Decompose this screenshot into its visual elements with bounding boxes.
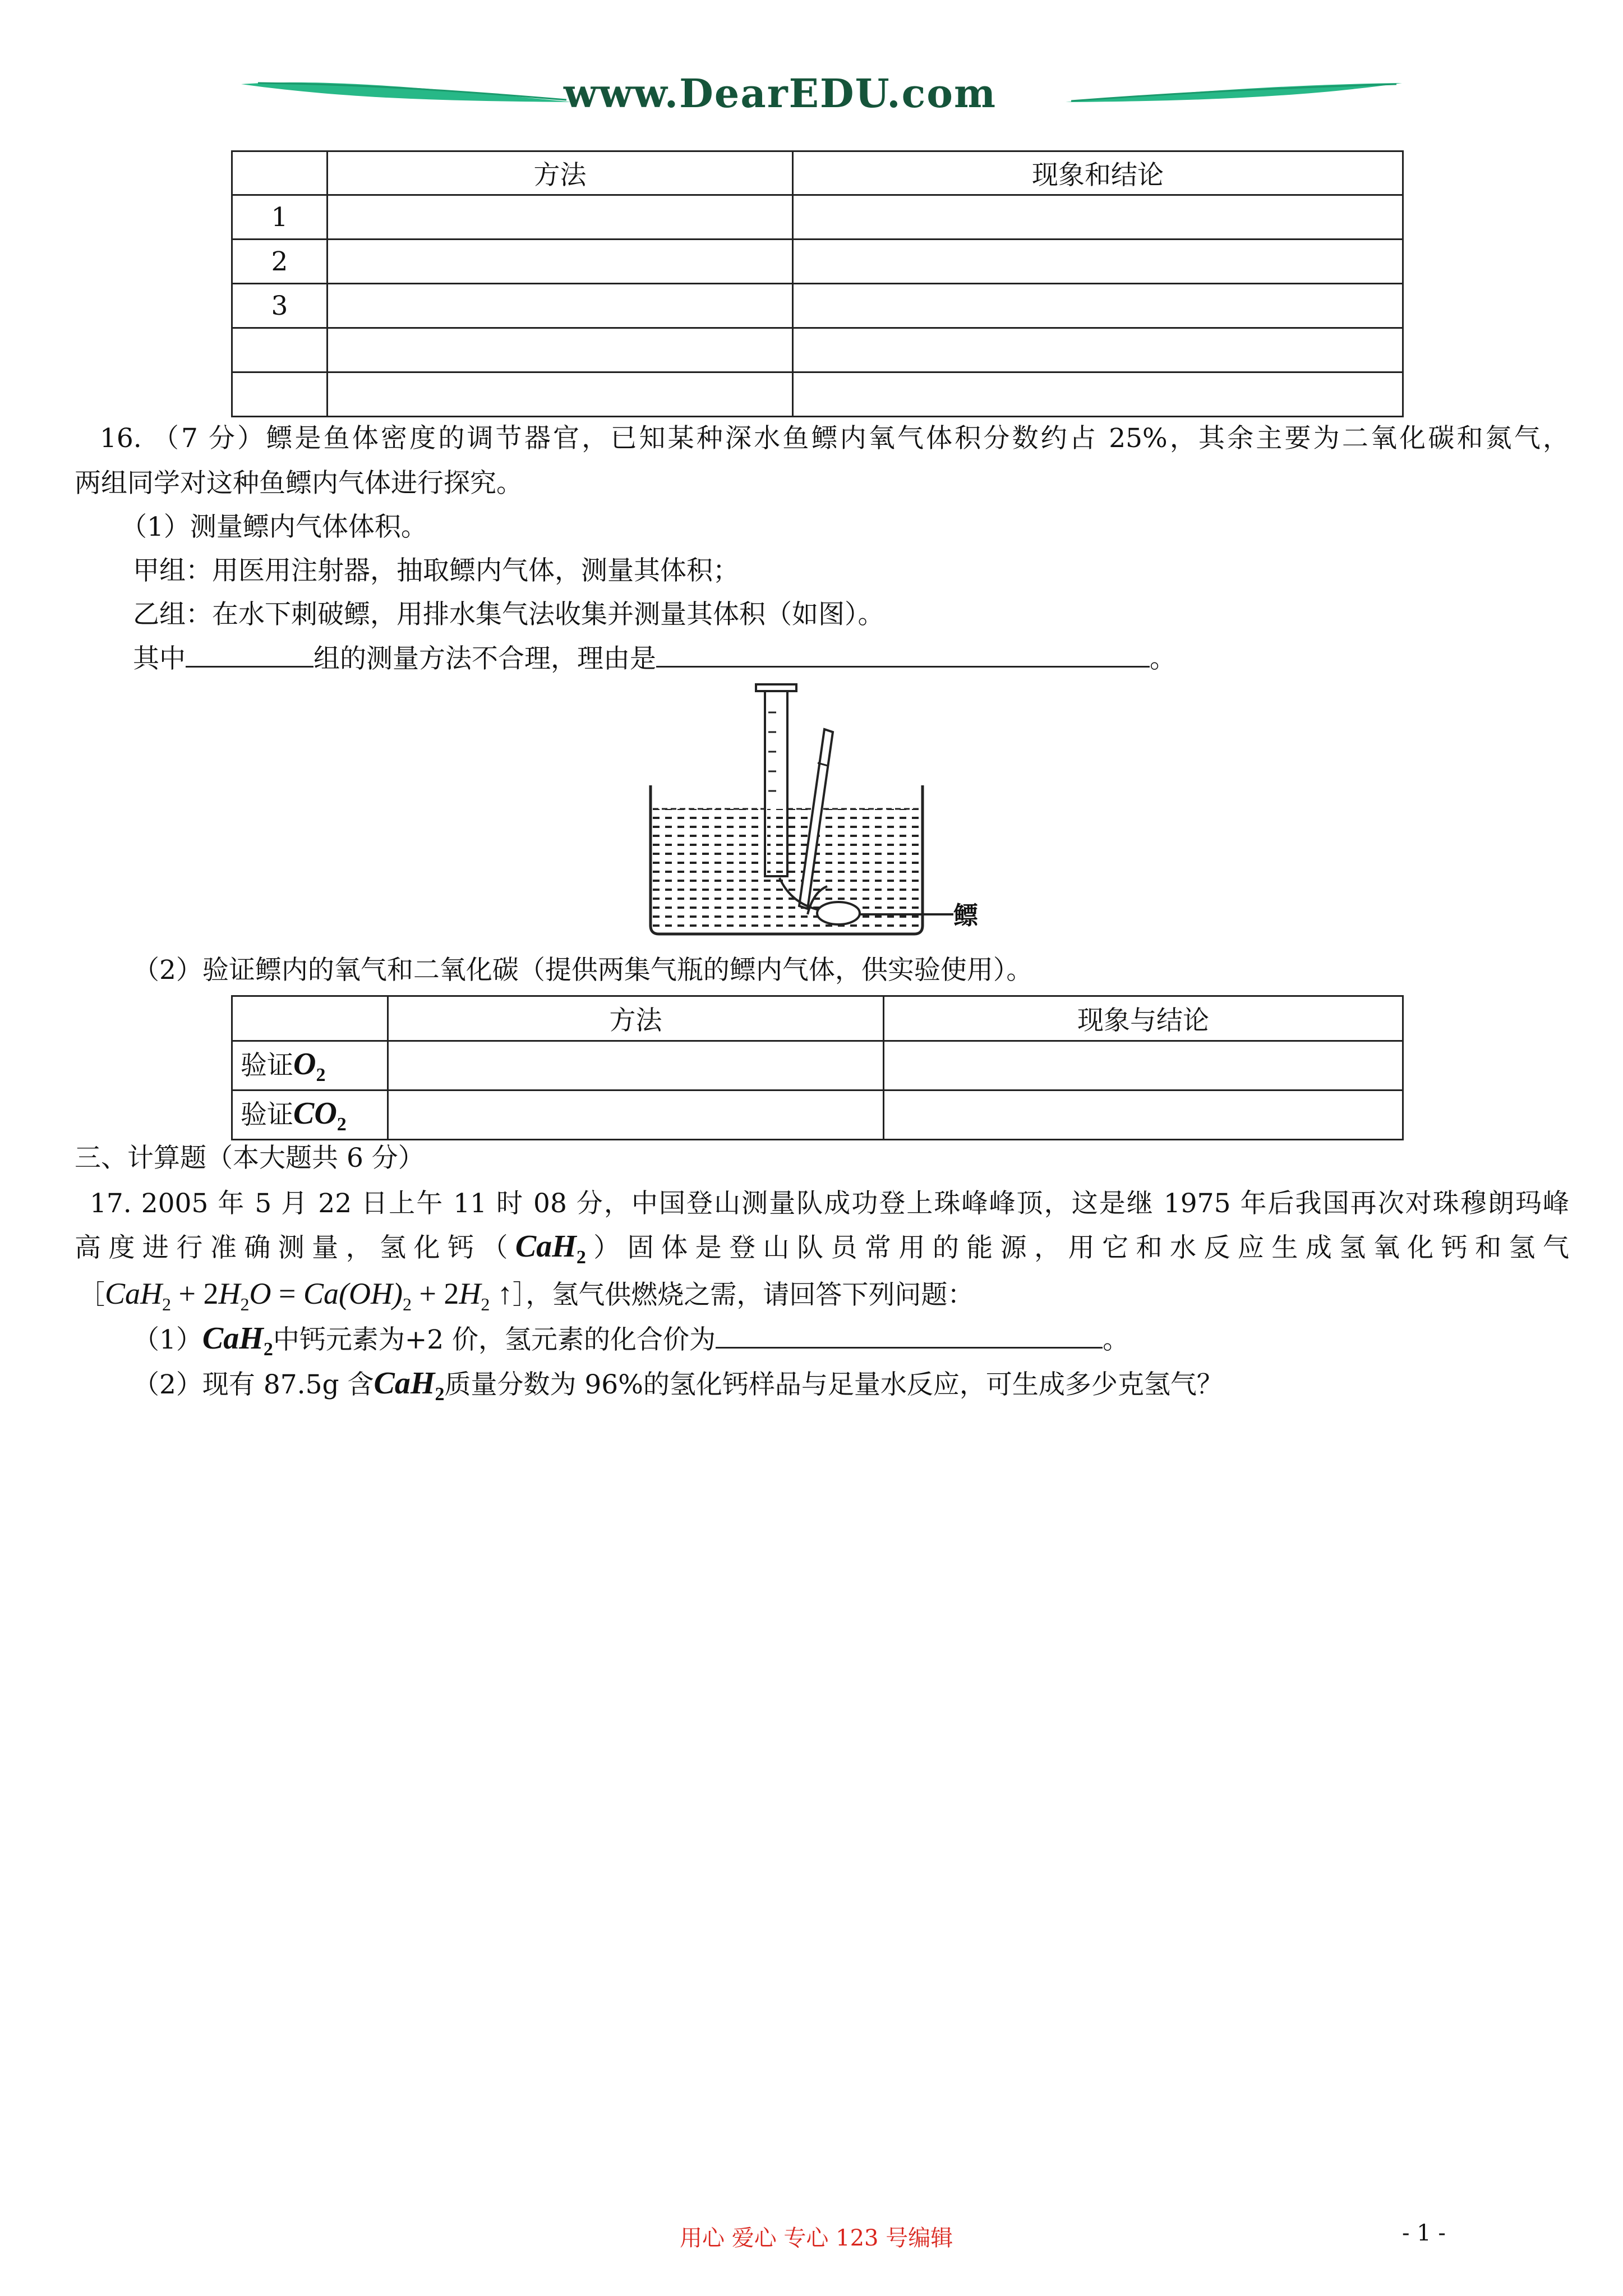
q17-equation-line: ［CaH$_2$ + $2H_2O = Ca(OH)_2 + 2H_2$ ↑］，氢气供燃烧之需，请回答下列问题：: [79, 1277, 974, 1314]
table1-cell: [328, 284, 793, 328]
table-row: [232, 372, 1403, 417]
q16-part1: （1）测量鳔内气体体积。: [121, 512, 427, 542]
table1-row-label: 2: [232, 240, 328, 284]
table1-cell: [328, 328, 793, 372]
header-banner: [236, 67, 1402, 123]
header-swoosh-left: [236, 67, 572, 123]
table1-cell: [793, 195, 1403, 240]
cah2-formula: CaH$_2$: [515, 1229, 586, 1268]
table-row: [232, 195, 1403, 240]
table2-header-result: 现象与结论: [884, 996, 1403, 1041]
table2-cell: [388, 1041, 884, 1091]
table1-row-label: [232, 372, 328, 417]
table1-header-method: 方法: [328, 151, 793, 195]
valence-answer-blank[interactable]: [716, 1322, 1103, 1349]
q16-fill-end: 。: [1150, 643, 1176, 674]
reason-answer-blank[interactable]: [656, 641, 1150, 668]
table1-header-result: 现象和结论: [793, 151, 1403, 195]
table-row: [232, 284, 1403, 328]
table2-header-method: 方法: [388, 996, 884, 1041]
table1-row-label: 1: [232, 195, 328, 240]
table1-row-label: [232, 328, 328, 372]
table-row: [232, 1091, 1403, 1140]
group-answer-blank[interactable]: [186, 641, 313, 668]
table1-cell: [328, 240, 793, 284]
cah2-formula: CaH$_2$: [374, 1366, 445, 1405]
q17-line2: 高度进行准确测量，氢化钙（CaH$_2$）固体是登山队员常用的能源，用它和水反应生成氢氧化钙和氢气: [75, 1229, 1569, 1268]
table1-cell: [793, 240, 1403, 284]
site-name: www.DearEDU.com: [564, 70, 997, 117]
table1-cell: [793, 328, 1403, 372]
table2-cell: [388, 1091, 884, 1140]
q16-fill-pre: 其中: [133, 643, 186, 674]
cah2-formula: CaH$_2$: [202, 1321, 273, 1360]
o2-formula: $O_2$: [293, 1047, 326, 1086]
table1-cell: [328, 372, 793, 417]
footer-slogan: 用心 爱心 专心 123 号编辑: [680, 2225, 953, 2251]
figure-bladder-label: 鳔: [953, 901, 978, 930]
co2-formula: $CO_2$: [293, 1096, 347, 1135]
section-title-calculation: 三、计算题（本大题共 6 分）: [75, 1143, 425, 1174]
table-row: [232, 240, 1403, 284]
experiment-table-2: [231, 995, 1404, 1140]
table2-cell: [884, 1091, 1403, 1140]
table-row: [232, 1041, 1403, 1091]
header-swoosh-right: [1066, 67, 1402, 123]
q16-stem-line2: 两组同学对这种鱼鳔内气体进行探究。: [75, 468, 523, 499]
table1-row-label: 3: [232, 284, 328, 328]
table2-cell: [884, 1041, 1403, 1091]
q16-fill-mid: 组的测量方法不合理，理由是: [313, 643, 656, 674]
reaction-equation: $CaH_2 + 2H_2O = Ca(OH)_2 + 2H_2$ ↑: [105, 1277, 513, 1314]
q17-line1: 17. 2005 年 5 月 22 日上午 11 时 08 分，中国登山测量队成功登上珠峰峰顶，这是继 1975 年后我国再次对珠穆朗玛峰: [90, 1188, 1569, 1219]
q17-part2: （2）现有 87.5g 含CaH$_2$质量分数为 96%的氢化钙样品与足量水反应，可生成多少克氢气？: [133, 1366, 1223, 1405]
page-number: - 1 -: [1402, 2220, 1446, 2246]
table2-corner: [232, 996, 388, 1041]
verify-co2-label: 验证$CO_2$: [232, 1091, 388, 1140]
table-row: [232, 328, 1403, 372]
q16-group-b: 乙组：在水下刺破鳔，用排水集气法收集并测量其体积（如图）。: [133, 599, 884, 630]
water-displacement-figure: [639, 679, 998, 948]
table1-cell: [328, 195, 793, 240]
experiment-table-1: [231, 150, 1404, 417]
q17-part1: （1）CaH$_2$中钙元素为+2 价，氢元素的化合价为 。: [133, 1321, 1129, 1360]
table1-corner: [232, 151, 328, 195]
table1-cell: [793, 372, 1403, 417]
q16-group-a: 甲组：用医用注射器，抽取鳔内气体，测量其体积；: [133, 555, 739, 586]
q16-part2: （2）验证鳔内的氧气和二氧化碳（提供两集气瓶的鳔内气体，供实验使用）。: [133, 955, 1033, 986]
q16-stem-line1: 16. （7 分）鳔是鱼体密度的调节器官，已知某种深水鱼鳔内氧气体积分数约占 25%，其余主要为二氧化碳和氮气，: [100, 423, 1569, 454]
table1-cell: [793, 284, 1403, 328]
q16-fill-line: [133, 641, 1176, 676]
verify-o2-label: 验证$O_2$: [232, 1041, 388, 1091]
